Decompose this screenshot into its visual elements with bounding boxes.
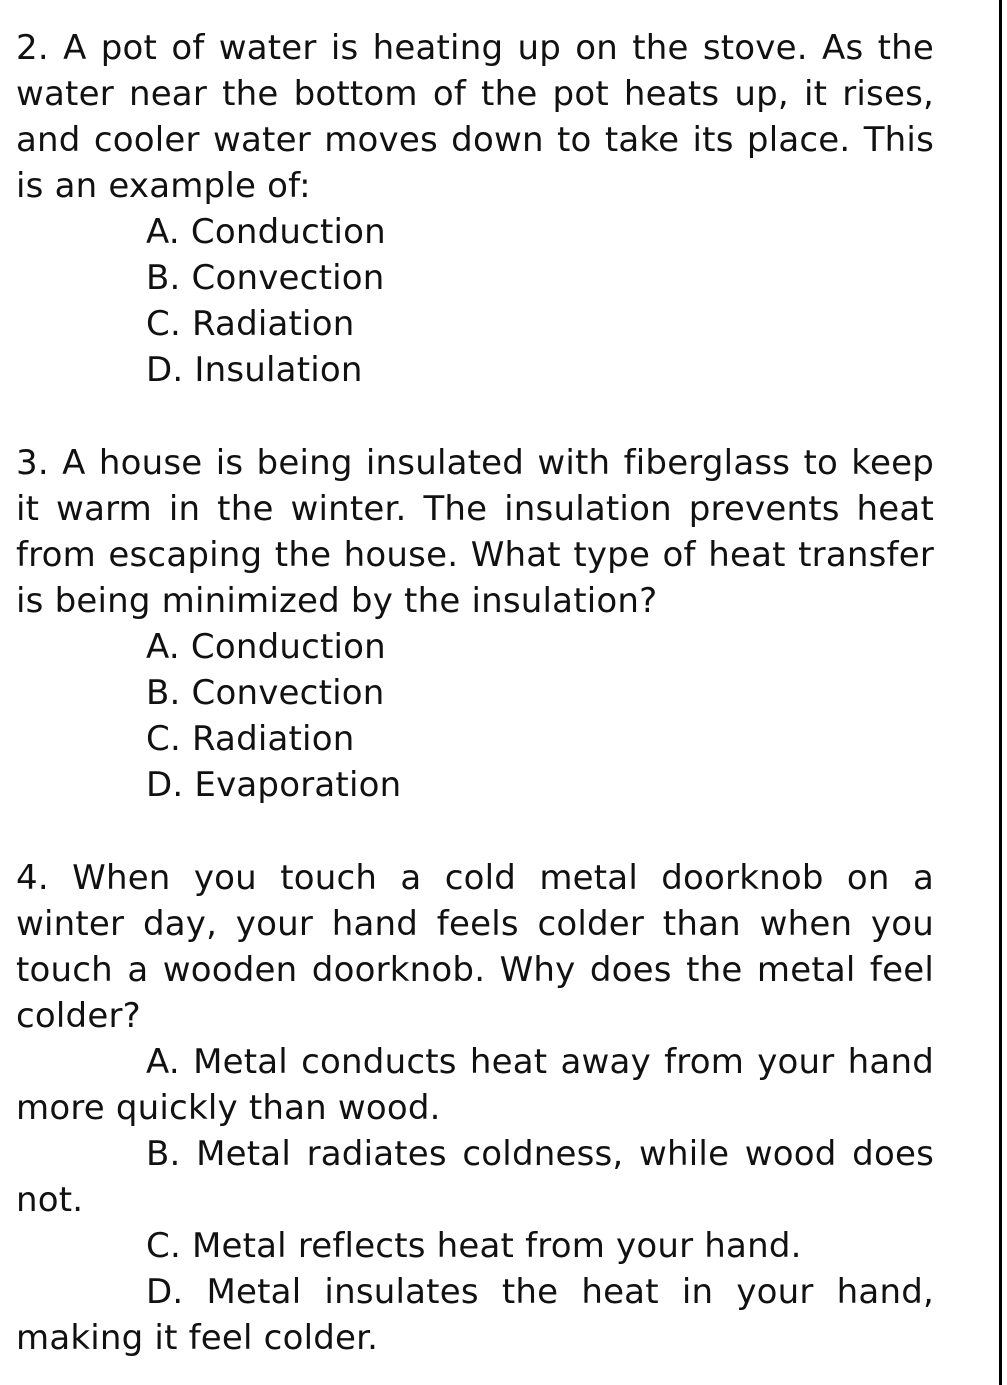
page-border [999,0,1002,1385]
question-3 [16,440,934,808]
answer-option-a: A. Conduction [146,627,386,667]
question-2 [16,25,934,393]
answer-option-c: C. Metal reflects heat from your hand. [146,1226,802,1266]
answer-options [16,624,934,808]
answer-option-d: D. Insulation [146,350,363,390]
answer-option-d: D. Metal insulates the heat in your hand, making it feel colder. [16,1272,934,1358]
question-text: 3. A house is being insulated with fiberglass to keep it warm in the winter. The insulation prevents heat from escaping the house. What type of heat transfer is being minimized by the insulation? [16,443,934,621]
answer-options [16,209,934,393]
answer-option-d: D. Evaporation [146,765,402,805]
answer-option-b: B. Convection [146,673,385,713]
question-4 [16,855,934,1361]
answer-option-c: C. Radiation [146,719,355,759]
answer-option-b: B. Metal radiates coldness, while wood does not. [16,1134,934,1220]
answer-option-a: A. Metal conducts heat away from your hand more quickly than wood. [16,1042,934,1128]
answer-options [16,1039,934,1361]
question-text: 2. A pot of water is heating up on the stove. As the water near the bottom of the pot heats up, it rises, and cooler water moves down to take its place. This is an example of: [16,28,934,206]
answer-option-c: C. Radiation [146,304,355,344]
question-text: 4. When you touch a cold metal doorknob on a winter day, your hand feels colder than when you touch a wooden doorknob. Why does the metal feel colder? [16,858,934,1036]
answer-option-b: B. Convection [146,258,385,298]
answer-option-a: A. Conduction [146,212,386,252]
